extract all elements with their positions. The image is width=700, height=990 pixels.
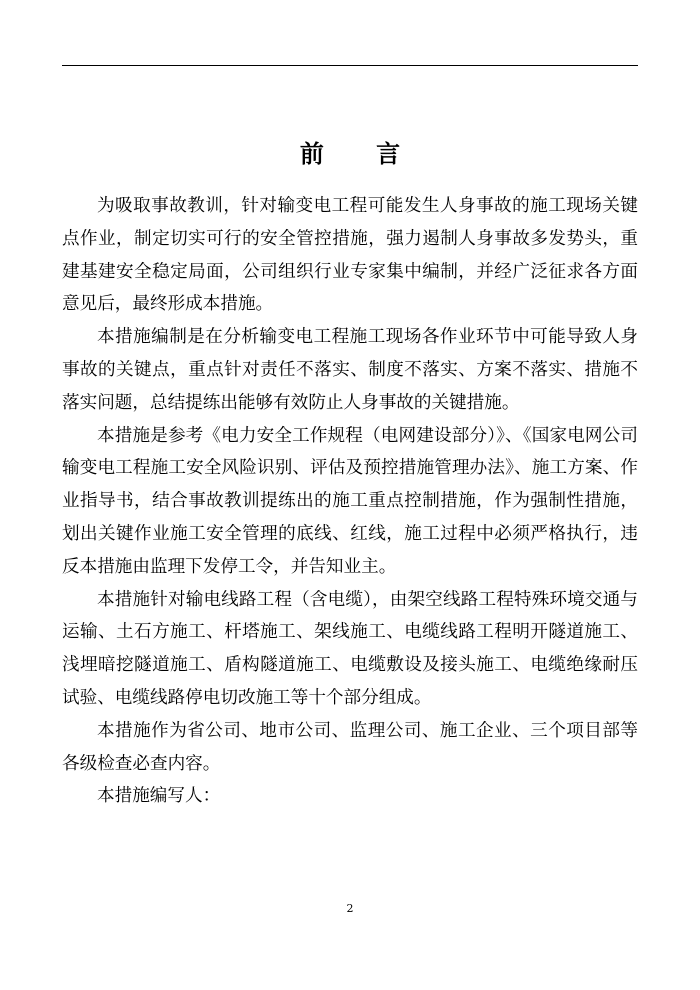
header-rule	[62, 65, 638, 66]
paragraph-1: 为吸取事故教训，针对输变电工程可能发生人身事故的施工现场关键点作业，制定切实可行的安全管控措施，强力遏制人身事故多发势头，重建基建安全稳定局面，公司组织行业专家集中编制，并经广泛征求各方面意见后，最终形成本措施。	[62, 196, 638, 315]
paragraph-5: 本措施作为省公司、地市公司、监理公司、施工企业、三个项目部等各级检查必查内容。	[62, 720, 638, 774]
paragraph-4: 本措施针对输电线路工程（含电缆），由架空线路工程特殊环境交通与运输、土石方施工、杆塔施工、架线施工、电缆线路工程明开隧道施工、浅埋暗挖隧道施工、盾构隧道施工、电缆敷设及接头施工、电缆绝缘耐压试验、电缆线路停电切改施工等十个部分组成。	[62, 589, 638, 708]
page-number: 2	[346, 902, 354, 915]
paragraph-6: 本措施编写人：	[97, 786, 221, 807]
paragraph-2: 本措施编制是在分析输变电工程施工现场各作业环节中可能导致人身事故的关键点，重点针对责任不落实、制度不落实、方案不落实、措施不落实问题，总结提练出能够有效防止人身事故的关键措施。	[62, 327, 638, 413]
page-title: 前 言	[299, 140, 423, 168]
paragraph-3: 本措施是参考《电力安全工作规程（电网建设部分）》、《国家电网公司输变电工程施工安全风险识别、评估及预控措施管理办法》、施工方案、作业指导书，结合事故教训提练出的施工重点控制措施，作为强制性措施，划出关键作业施工安全管理的底线、红线，施工过程中必须严格执行，违反本措施由监理下发停工令，并告知业主。	[62, 425, 638, 577]
document-body	[62, 190, 638, 813]
